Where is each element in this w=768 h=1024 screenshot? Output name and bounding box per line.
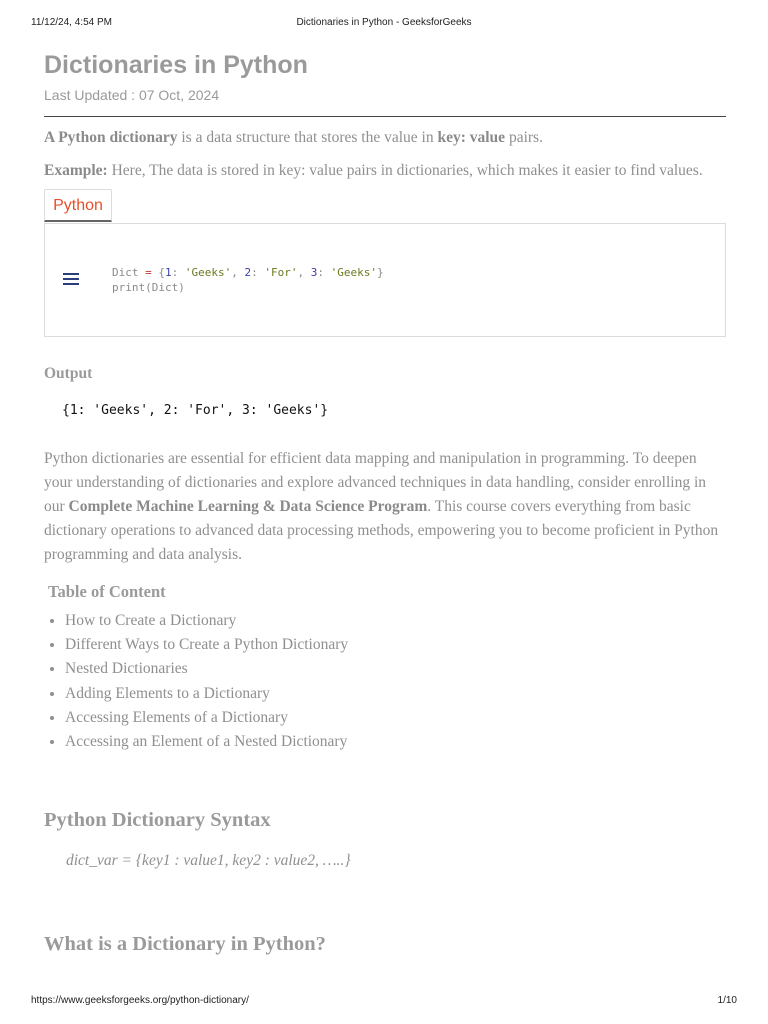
print-footer bbox=[0, 995, 768, 1009]
intro-paragraph bbox=[44, 126, 726, 150]
intro-text-end: pairs. bbox=[505, 129, 543, 146]
code-sep-1: , bbox=[231, 266, 245, 279]
output-label: Output bbox=[44, 365, 93, 382]
code-key-2: 2 bbox=[244, 266, 252, 279]
print-header bbox=[0, 17, 768, 31]
toc-link[interactable]: Accessing Elements of a Dictionary bbox=[65, 708, 288, 726]
toc-item bbox=[65, 730, 726, 754]
article bbox=[44, 48, 726, 958]
intro-bold-key: key: value bbox=[437, 129, 506, 146]
code-brace-close: } bbox=[376, 266, 384, 279]
intro-text-mid: is a data structure that stores the value in bbox=[177, 129, 438, 146]
toc-item bbox=[65, 706, 726, 730]
code-line-2: print(Dict) bbox=[112, 281, 185, 294]
print-url: https://www.geeksforgeeks.org/python-dictionary/ bbox=[31, 995, 249, 1006]
toc-title: Table of Content bbox=[48, 582, 166, 601]
example-text: Here, The data is stored in key: value pairs in dictionaries, which makes it easier to find values. bbox=[107, 162, 703, 179]
syntax-text: dict_var = {key1 : value1, key2 : value2, …..} bbox=[66, 852, 351, 870]
code-var: Dict bbox=[112, 266, 146, 279]
code-key-1: 1 bbox=[165, 266, 172, 279]
toc-item bbox=[65, 682, 726, 706]
code-colon-2: : bbox=[251, 266, 265, 279]
code-brace-open: { bbox=[151, 266, 165, 279]
course-text-start: Python dictionaries are essential for efficient data mapping and manipulation in programming. To deepen your understanding of dictionaries and explore advanced techniques in data handling, consider enrolling in our bbox=[44, 450, 706, 515]
intro-bold-lead: A Python dictionary bbox=[44, 129, 178, 146]
output-text: {1: 'Geeks', 2: 'For', 3: 'Geeks'} bbox=[62, 403, 329, 418]
tab-python[interactable]: Python bbox=[44, 189, 112, 222]
code-value-3: 'Geeks' bbox=[330, 266, 377, 279]
print-datetime: 11/12/24, 4:54 PM bbox=[31, 17, 112, 28]
code-block bbox=[44, 223, 726, 337]
code-value-2: 'For' bbox=[264, 266, 298, 279]
menu-icon[interactable] bbox=[63, 273, 79, 287]
syntax-heading: Python Dictionary Syntax bbox=[44, 809, 271, 832]
toc-link[interactable]: Different Ways to Create a Python Dictionary bbox=[65, 636, 349, 654]
page-title: Dictionaries in Python bbox=[44, 51, 308, 79]
toc-item bbox=[65, 657, 726, 681]
toc-link[interactable]: How to Create a Dictionary bbox=[65, 612, 237, 629]
example-paragraph bbox=[44, 159, 726, 183]
print-page-title: Dictionaries in Python - GeeksforGeeks bbox=[296, 17, 472, 28]
toc-item bbox=[65, 633, 726, 657]
code-tabs bbox=[44, 189, 726, 223]
toc-link[interactable]: Accessing an Element of a Nested Dictionary bbox=[65, 733, 348, 751]
course-link[interactable]: Complete Machine Learning & Data Science Program bbox=[68, 498, 428, 515]
code-key-3: 3 bbox=[310, 266, 318, 279]
code-op: = bbox=[145, 266, 152, 279]
table-of-contents bbox=[44, 609, 726, 754]
code-sep-2: , bbox=[297, 266, 311, 279]
course-text-end: . This course covers everything from basic dictionary operations to advanced data processing methods, empowering you to become proficient in Python programming and data analysis. bbox=[44, 498, 719, 563]
code-value-1: 'Geeks' bbox=[184, 266, 232, 279]
next-heading: What is a Dictionary in Python? bbox=[44, 933, 326, 956]
toc-link[interactable]: Nested Dictionaries bbox=[65, 660, 188, 678]
print-page-number: 1/10 bbox=[717, 995, 737, 1006]
code-colon-1: : bbox=[171, 266, 185, 279]
toc-link[interactable]: Adding Elements to a Dictionary bbox=[65, 684, 270, 702]
code-text bbox=[112, 265, 384, 295]
course-paragraph bbox=[44, 447, 726, 567]
toc-item bbox=[65, 609, 726, 633]
title-divider bbox=[44, 116, 726, 117]
example-label: Example: bbox=[44, 162, 108, 179]
code-colon-3: : bbox=[317, 266, 331, 279]
last-updated: Last Updated : 07 Oct, 2024 bbox=[44, 87, 220, 103]
